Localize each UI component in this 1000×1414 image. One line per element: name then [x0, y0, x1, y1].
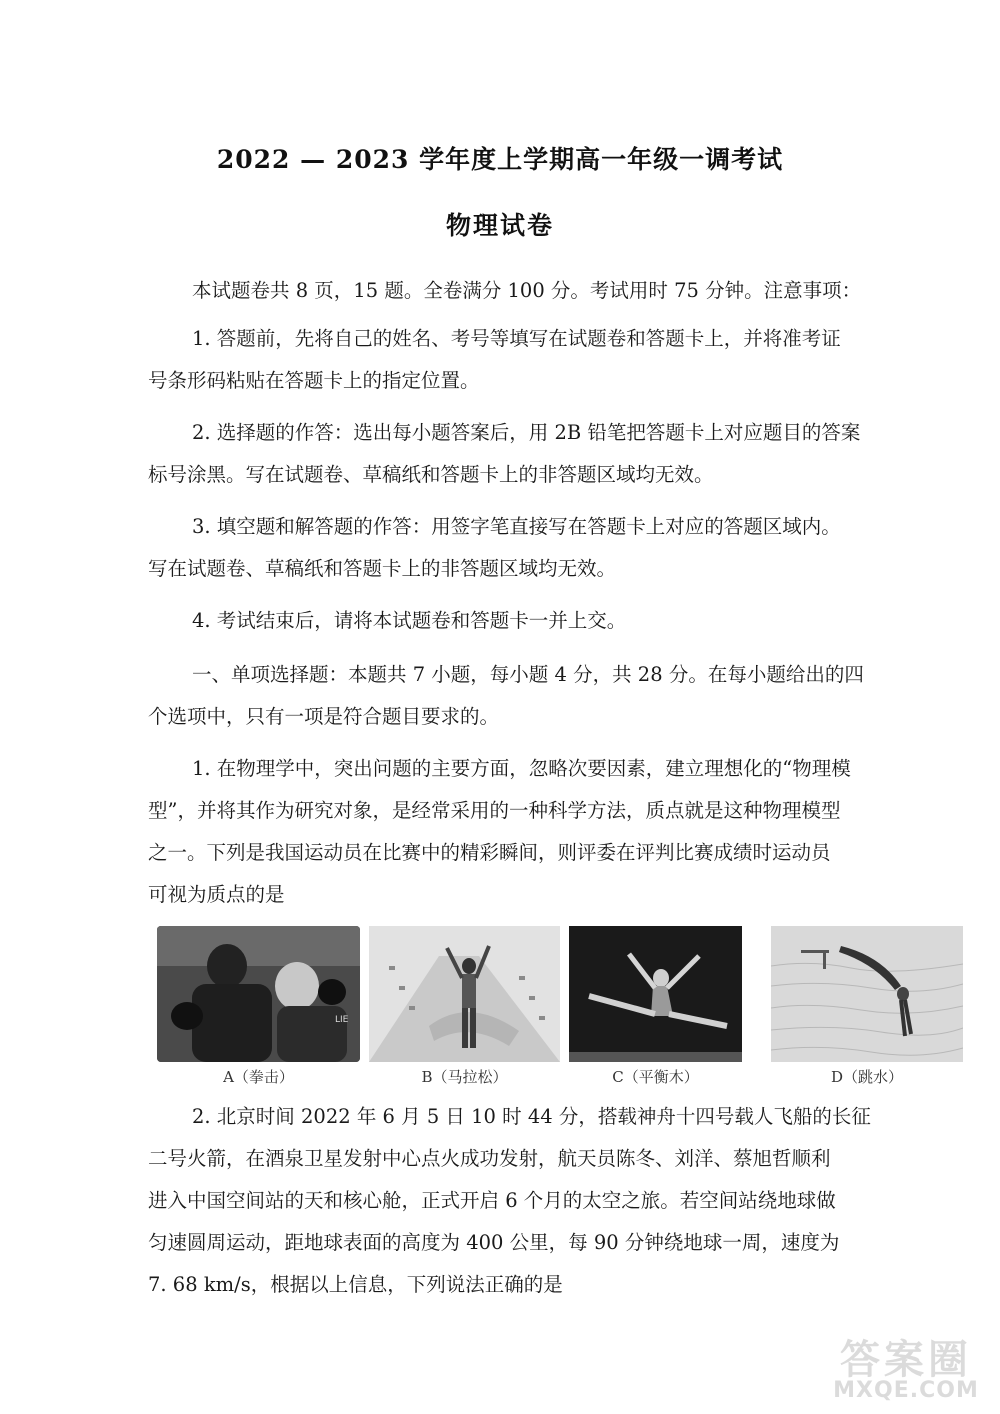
- exam-title: 2022 — 2023 学年度上学期高一年级一调考试: [216, 145, 784, 174]
- question-line: 2. 北京时间 2022 年 6 月 5 日 10 时 44 分，搭载神舟十四号载人飞船的长征: [192, 1105, 871, 1128]
- option-c-caption: C（平衡木）: [612, 1068, 699, 1086]
- instruction-line: 1. 答题前，先将自己的姓名、考号等填写在试题卷和答题卡上，并将准考证: [192, 327, 841, 350]
- instruction-line: 标号涂黑。写在试题卷、草稿纸和答题卡上的非答题区域均无效。: [148, 463, 714, 486]
- watermark-site: MXQE.COM: [833, 1378, 979, 1403]
- instruction-line: 3. 填空题和解答题的作答：用签字笔直接写在答题卡上对应的答题区域内。: [192, 515, 841, 538]
- question-line: 二号火箭，在酒泉卫星发射中心点火成功发射，航天员陈冬、刘洋、蔡旭哲顺利: [148, 1147, 831, 1170]
- instruction-line: 4. 考试结束后，请将本试题卷和答题卡一并上交。: [192, 609, 627, 632]
- question-line: 1. 在物理学中，突出问题的主要方面，忽略次要因素，建立理想化的“物理模: [192, 757, 851, 780]
- section-line: 个选项中，只有一项是符合题目要求的。: [148, 705, 500, 728]
- question-line: 匀速圆周运动，距地球表面的高度为 400 公里，每 90 分钟绕地球一周，速度为: [148, 1231, 840, 1254]
- marathon-photo: [369, 926, 560, 1062]
- instruction-3: [148, 506, 858, 590]
- option-a-caption: A（拳击）: [223, 1068, 294, 1086]
- question-line: 7. 68 km/s，根据以上信息，下列说法正确的是: [148, 1273, 563, 1296]
- instruction-1: [148, 318, 858, 402]
- section-1-heading: [148, 654, 864, 738]
- instruction-2: [148, 412, 861, 496]
- exam-subtitle: 物理试卷: [445, 211, 554, 240]
- option-b-caption: B（马拉松）: [421, 1068, 508, 1086]
- watermark-logo: 答案圈: [840, 1337, 972, 1383]
- instruction-line: 写在试题卷、草稿纸和答题卡上的非答题区域均无效。: [148, 557, 617, 580]
- question-line: 型”，并将其作为研究对象，是经常采用的一种科学方法，质点就是这种物理模型: [148, 799, 841, 822]
- intro-line: 本试题卷共 8 页，15 题。全卷满分 100 分。考试用时 75 分钟。注意事项：: [192, 279, 862, 302]
- option-d-caption: D（跳水）: [830, 1068, 904, 1086]
- question-2: [148, 1096, 871, 1306]
- diving-photo: [771, 926, 963, 1062]
- boxing-photo: [157, 926, 360, 1062]
- question-line: 之一。下列是我国运动员在比赛中的精彩瞬间，则评委在评判比赛成绩时运动员: [148, 841, 831, 864]
- question-1: [148, 748, 858, 916]
- site-watermark: [818, 1328, 994, 1408]
- question-line: 进入中国空间站的天和核心舱，正式开启 6 个月的太空之旅。若空间站绕地球做: [148, 1189, 836, 1212]
- instruction-line: 2. 选择题的作答：选出每小题答案后，用 2B 铅笔把答题卡上对应题目的答案: [192, 421, 861, 444]
- section-line: 一、单项选择题：本题共 7 小题，每小题 4 分，共 28 分。在每小题给出的四: [192, 663, 864, 686]
- svg-text:LIE: LIE: [335, 1015, 349, 1025]
- instruction-4: [148, 600, 858, 642]
- question-line: 可视为质点的是: [148, 883, 285, 906]
- intro-paragraph: [148, 270, 862, 312]
- instruction-line: 号条形码粘贴在答题卡上的指定位置。: [148, 369, 480, 392]
- balance-beam-photo: [569, 926, 742, 1062]
